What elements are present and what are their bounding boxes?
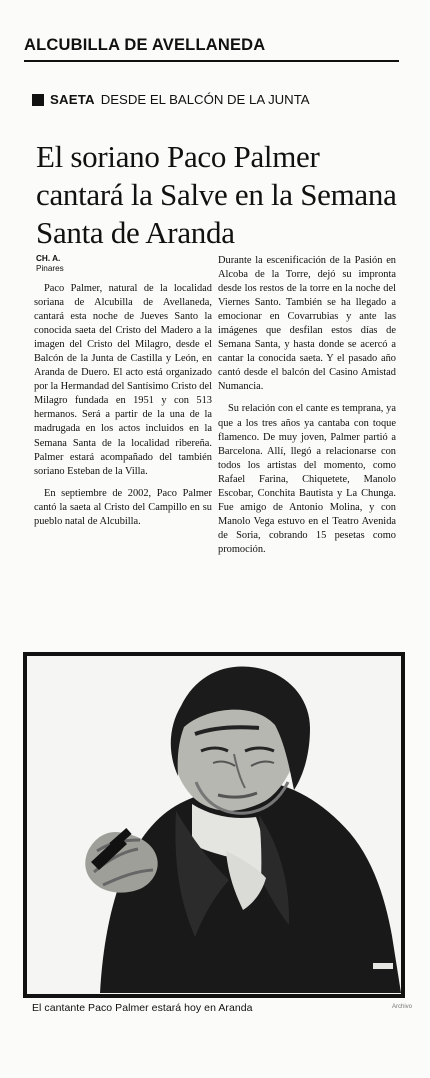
- photo-caption: El cantante Paco Palmer estará hoy en Aranda: [32, 1002, 253, 1014]
- headline: El soriano Paco Palmer cantará la Salve en la Semana Santa de Aranda: [36, 138, 397, 250]
- article-kicker: [32, 92, 310, 107]
- article-column-left: [34, 254, 212, 529]
- byline-place: Pinares: [36, 264, 64, 273]
- section-heading: ALCUBILLA DE AVELLANEDA: [24, 36, 266, 54]
- section-rule: [24, 60, 399, 62]
- article-column-right: [218, 254, 396, 557]
- kicker-text: DESDE EL BALCÓN DE LA JUNTA: [100, 92, 310, 107]
- article-body: [34, 254, 414, 624]
- body-paragraph: En septiembre de 2002, Paco Palmer cantó la saeta al Cristo del Campillo en su pueblo natal de Alcubilla.: [34, 487, 212, 527]
- singer-portrait-image: [27, 656, 401, 994]
- kicker-label: SAETA: [50, 92, 95, 107]
- body-paragraph: Durante la escenificación de la Pasión en Alcoba de la Torre, dejó su impronta desde los restos de la torre en la noche del Viernes Santo. También se ha llegado a emocionar en Covarrubias y ante las imágenes que desfilan estos días de Semana Santa, y hasta donde se acercó a cantar la conocida saeta. Y el pasado año cantó desde el balcón del Casino Amistad Numancia.: [218, 255, 396, 393]
- portrait-photo: [23, 652, 405, 998]
- body-paragraph: Su relación con el cante es temprana, ya que a los tres años ya cantaba con toque flamenco. De muy joven, Palmer partió a Barcelona. Allí, llegó a relacionarse con todos los artistas del momento, como Rafael Farina, Chiquetete, Manolo Escobar, Conchita Bautista y La Chunga. Fue amigo de Antonio Molina, y con Manolo Vega estuvo en el Teatro Avenida de Soria, cobrando 15 pesetas como promoción.: [218, 403, 396, 555]
- byline-author: CH. A.: [36, 254, 61, 263]
- photo-credit: Archivo: [391, 1004, 412, 1010]
- body-paragraph: Paco Palmer, natural de la localidad soriana de Alcubilla de Avellaneda, cantará esta noche de Jueves Santo la conocida saeta del Cristo del Madero a la imagen del Cristo del Milagro, desde el Balcón de la Junta de Castilla y León, en Aranda de Duero. El acto está organizado por la Hermandad del Santísimo Cristo del Milagro fundada en 1951 y con 513 hermanos. Será a partir de la una de la madrugada en los actos incluidos en la Semana Santa de la localidad ribereña. Palmer estará acompañado del también soriano Esteban de la Villa.: [34, 283, 212, 477]
- square-bullet-icon: [32, 94, 44, 106]
